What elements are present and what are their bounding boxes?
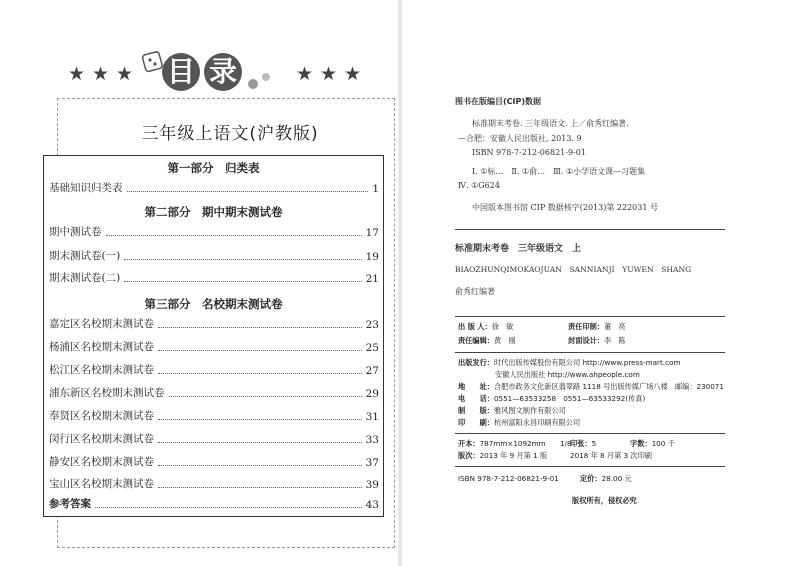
credit-row xyxy=(458,322,513,332)
toc-entry[interactable] xyxy=(49,338,379,354)
toc-entry-page: 1 xyxy=(372,183,379,195)
toc-entry[interactable] xyxy=(49,269,379,285)
dot-leader xyxy=(127,191,369,192)
toc-entry-page: 17 xyxy=(365,227,379,239)
credit-row xyxy=(568,322,626,332)
divider xyxy=(455,352,725,353)
toc-entry-page: 27 xyxy=(365,365,379,377)
toc-entry-label: 奉贤区名校期末测试卷 xyxy=(49,410,154,422)
cip-line: 标准期末考卷. 三年级语文. 上／俞秀红编著. xyxy=(472,119,629,128)
toc-entry[interactable] xyxy=(49,475,379,491)
decorative-dot xyxy=(262,73,270,81)
title-char-mu: 目 xyxy=(162,53,200,91)
dot-leader xyxy=(124,259,361,260)
toc-entry-answers[interactable] xyxy=(49,495,379,511)
cip-heading: 图书在版编目(CIP)数据 xyxy=(455,97,542,106)
publisher-value: 0551—63533258 0551—63533292(传真) xyxy=(493,394,646,403)
publisher-make xyxy=(458,406,566,416)
publisher-value: 时代出版传媒股份有限公司 http://www.press-mart.com xyxy=(493,358,681,367)
publisher-issue-line2: 安徽人民出版社 http://www.ahpeople.com xyxy=(495,370,640,379)
divider xyxy=(455,229,725,230)
toc-entry-page: 33 xyxy=(365,434,379,446)
spec-sheets xyxy=(570,439,596,449)
publisher-phone xyxy=(458,394,645,404)
toc-entry[interactable] xyxy=(49,315,379,331)
toc-entry-label: 嘉定区名校期末测试卷 xyxy=(49,318,154,330)
spec-impression: 2018 年 8 月第 3 次印刷 xyxy=(570,451,652,460)
toc-entry-page: 31 xyxy=(365,411,379,423)
toc-entry[interactable] xyxy=(49,453,379,469)
dot-leader xyxy=(158,327,362,328)
subject-title: 三年级上语文(沪教版) xyxy=(141,124,319,144)
spec-value: 787mm×1092mm 1/8 xyxy=(479,439,572,448)
toc-entry-page: 23 xyxy=(365,319,379,331)
star-icon: ★ xyxy=(320,63,338,85)
dot-leader xyxy=(158,373,362,374)
credit-value: 黄 刚 xyxy=(493,336,516,345)
dot-leader xyxy=(158,350,362,351)
toc-entry-label: 浦东新区名校期末测试卷 xyxy=(49,387,165,399)
table-of-contents xyxy=(43,155,384,517)
star-icon: ★ xyxy=(92,63,110,85)
book-author: 俞秀红编著 xyxy=(455,287,495,296)
credit-label: 封面设计： xyxy=(568,336,604,345)
decorative-dot xyxy=(248,79,258,89)
toc-entry[interactable] xyxy=(49,361,379,377)
toc-entry[interactable] xyxy=(49,247,379,263)
cip-line: —合肥：安徽人民出版社, 2013. 9 xyxy=(458,134,582,143)
divider xyxy=(455,466,725,467)
cip-line: ISBN 978-7-212-06821-9-01 xyxy=(472,148,586,157)
price xyxy=(580,474,632,484)
cip-line: Ⅳ. ①G624 xyxy=(458,181,500,190)
spec-edition xyxy=(458,451,547,461)
credit-label: 出 版 人： xyxy=(458,322,492,331)
publisher-value: 杭州富阳永昌印刷有限公司 xyxy=(493,418,581,427)
dot-leader xyxy=(158,442,362,443)
publisher-label: 印 刷： xyxy=(458,418,494,427)
spec-label: 开本： xyxy=(458,439,480,448)
part-title: 第三部分 名校期末测试卷 xyxy=(144,297,283,311)
spec-label: 印张： xyxy=(570,439,592,448)
part-title: 第一部分 归类表 xyxy=(167,161,260,175)
toc-entry-label: 松江区名校期末测试卷 xyxy=(49,364,154,376)
spec-value: 100 千 xyxy=(651,439,675,448)
cip-line: Ⅰ. ①标… Ⅱ. ①俞… Ⅲ. ①小学语文课—习题集 xyxy=(472,167,646,176)
toc-entry[interactable] xyxy=(49,179,379,195)
publisher-label: 制 版： xyxy=(458,406,494,415)
dot-leader xyxy=(158,419,362,420)
star-icon: ★ xyxy=(296,63,314,85)
publisher-label: 电 话： xyxy=(458,394,494,403)
toc-entry-page: 19 xyxy=(365,251,379,263)
divider xyxy=(455,316,725,317)
toc-entry-page: 29 xyxy=(365,388,379,400)
star-icon: ★ xyxy=(116,63,134,85)
credit-label: 责任编辑： xyxy=(458,336,494,345)
toc-entry-label: 期中测试卷 xyxy=(49,226,102,238)
publisher-address xyxy=(458,382,724,392)
toc-entry-label: 期末测试卷(二) xyxy=(49,272,121,284)
toc-entry-page: 37 xyxy=(365,457,379,469)
credit-value: 徐 敏 xyxy=(491,322,514,331)
toc-entry-label: 闵行区名校期末测试卷 xyxy=(49,433,154,445)
dot-leader xyxy=(158,465,362,466)
publisher-value: 雅风图文制作有限公司 xyxy=(493,406,566,415)
spec-words xyxy=(630,439,675,449)
toc-entry-label: 基础知识归类表 xyxy=(49,182,123,194)
publisher-issue xyxy=(458,358,680,368)
copyright-notice: 版权所有，侵权必究 xyxy=(572,496,637,505)
toc-entry-page: 21 xyxy=(365,273,379,285)
star-icon: ★ xyxy=(68,63,86,85)
spec-value: 5 xyxy=(591,439,597,448)
credit-row xyxy=(458,336,516,346)
dot-leader xyxy=(106,235,362,236)
toc-entry-label: 宝山区名校期末测试卷 xyxy=(49,478,154,490)
toc-entry-label: 期末测试卷(一) xyxy=(49,250,121,262)
credit-value: 董 亮 xyxy=(603,322,626,331)
isbn: ISBN 978-7-212-06821-9-01 xyxy=(458,474,559,483)
toc-entry[interactable] xyxy=(49,430,379,446)
publisher-label: 地 址： xyxy=(458,382,494,391)
dot-leader xyxy=(158,487,362,488)
dot-leader xyxy=(124,281,361,282)
publisher-label: 出版发行： xyxy=(458,358,494,367)
toc-entry[interactable] xyxy=(49,384,379,400)
toc-entry[interactable] xyxy=(49,407,379,423)
book-pinyin: BIAOZHUNQIMOKAOJUAN SANNIANJI YUWEN SHANG xyxy=(455,265,692,274)
title-char-lu: 录 xyxy=(204,53,242,91)
spec-label: 字数： xyxy=(630,439,652,448)
publisher-print xyxy=(458,418,580,428)
credit-value: 李 陈 xyxy=(603,336,626,345)
divider xyxy=(455,433,725,434)
publisher-value: 合肥市政务文化新区翡翠路 1118 号出版传媒广场八楼 邮编：230071 xyxy=(493,382,724,391)
credit-row xyxy=(568,336,626,346)
cip-number: 中国版本图书馆 CIP 数据核字(2013)第 222031 号 xyxy=(472,203,658,212)
price-value: 28.00 元 xyxy=(601,474,632,483)
part-title: 第二部分 期中期末测试卷 xyxy=(144,205,283,219)
toc-entry-page: 25 xyxy=(365,342,379,354)
toc-entry-label: 参考答案 xyxy=(49,498,91,510)
toc-entry-label: 杨浦区名校期末测试卷 xyxy=(49,341,154,353)
toc-entry-label: 静安区名校期末测试卷 xyxy=(49,456,154,468)
toc-entry-page: 39 xyxy=(365,479,379,491)
dot-leader xyxy=(169,396,362,397)
toc-entry[interactable] xyxy=(49,223,379,239)
spec-label: 版次： xyxy=(458,451,480,460)
star-icon: ★ xyxy=(344,63,362,85)
dot-leader xyxy=(95,507,362,508)
spec-format xyxy=(458,439,572,449)
book-title: 标准期末考卷 三年级语文 上 xyxy=(455,244,582,254)
credit-label: 责任印制： xyxy=(568,322,604,331)
toc-entry-page: 43 xyxy=(365,499,379,511)
spec-value: 2013 年 9 月第 1 版 xyxy=(479,451,548,460)
price-label: 定价： xyxy=(580,474,602,483)
